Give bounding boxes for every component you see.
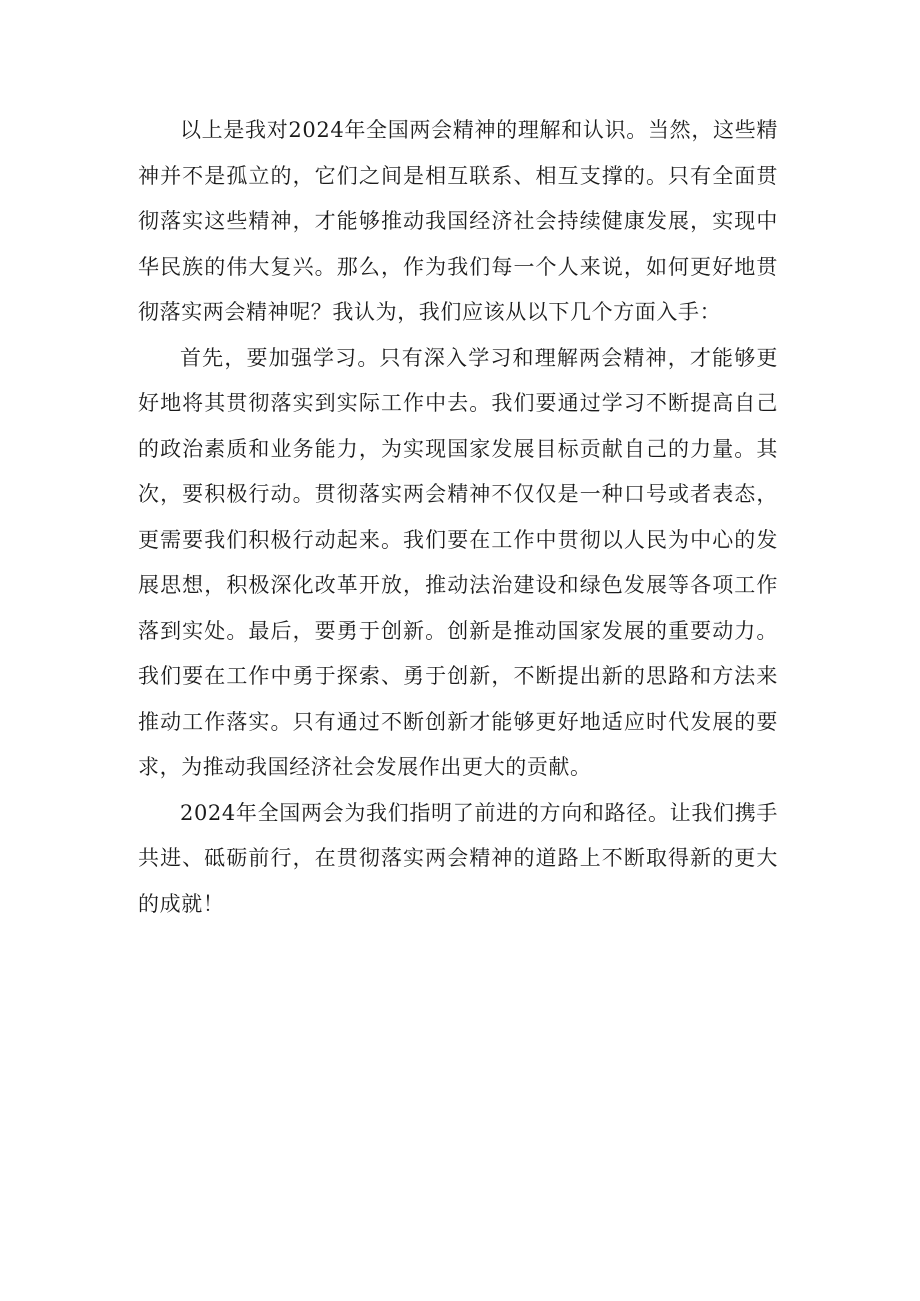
paragraph-approaches: 首先，要加强学习。只有深入学习和理解两会精神，才能够更好地将其贯彻落实到实际工作中去。我们要通过学习不断提高自己的政治素质和业务能力，为实现国家发展目标贡献自己的力量。其次，要积极行动。贯彻落实两会精神不仅仅是一种口号或者表态，更需要我们积极行动起来。我们要在工作中贯彻以人民为中心的发展思想，积极深化改革开放，推动法治建设和绿色发展等各项工作落到实处。最后，要勇于创新。创新是推动国家发展的重要动力。我们要在工作中勇于探索、勇于创新，不断提出新的思路和方法来推动工作落实。只有通过不断创新才能够更好地适应时代发展的要求，为推动我国经济社会发展作出更大的贡献。: [138, 345, 778, 779]
paragraph-intro: 以上是我对2024年全国两会精神的理解和认识。当然，这些精神并不是孤立的，它们之间是相互联系、相互支撑的。只有全面贯彻落实这些精神，才能够推动我国经济社会持续健康发展，实现中华民族的伟大复兴。那么，作为我们每一个人来说，如何更好地贯彻落实两会精神呢？我认为，我们应该从以下几个方面入手：: [138, 118, 778, 324]
document-body: [138, 108, 778, 927]
paragraph-conclusion: 2024年全国两会为我们指明了前进的方向和路径。让我们携手共进、砥砺前行，在贯彻落实两会精神的道路上不断取得新的更大的成就！: [138, 800, 778, 916]
